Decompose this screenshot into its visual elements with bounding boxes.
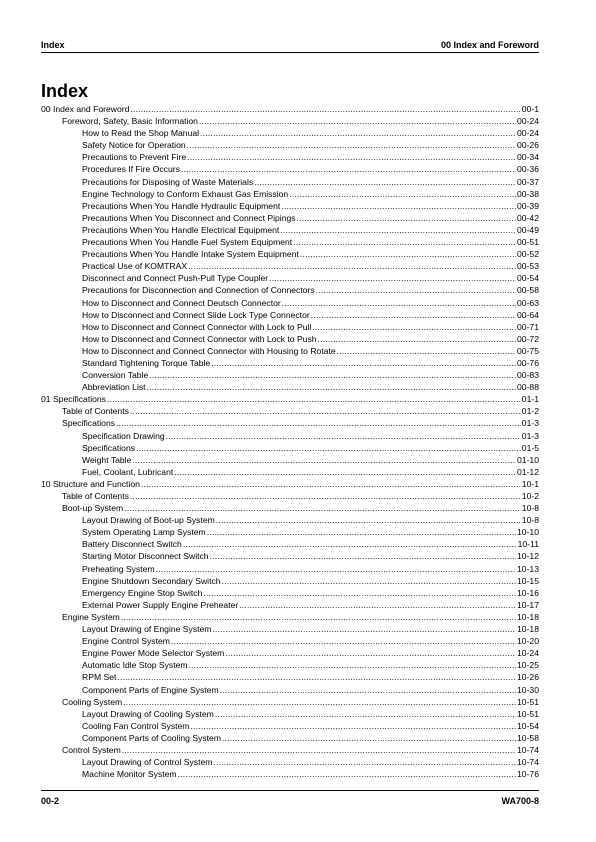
toc-entry-page: 00-26 xyxy=(517,140,539,151)
toc-entry-page: 00-49 xyxy=(517,224,539,235)
toc-entry[interactable] xyxy=(41,756,539,768)
toc-entry-label: Emergency Engine Stop Switch xyxy=(82,587,203,598)
toc-entry-label: Machine Monitor System xyxy=(82,769,177,780)
toc-entry-page: 10-12 xyxy=(517,551,539,562)
toc-entry-page: 00-38 xyxy=(517,188,539,199)
toc-entry-page: 01-1 xyxy=(521,394,539,405)
toc-dot-leader xyxy=(187,139,516,151)
toc-entry-label: Cooling System xyxy=(62,696,123,707)
toc-entry[interactable] xyxy=(41,284,539,296)
toc-dot-leader xyxy=(254,176,516,188)
toc-entry-page: 10-26 xyxy=(517,672,539,683)
toc-entry[interactable] xyxy=(41,647,539,659)
toc-entry-label: Specifications xyxy=(62,418,116,429)
toc-entry[interactable] xyxy=(41,550,539,562)
toc-entry-page: 10-10 xyxy=(517,527,539,538)
toc-dot-leader xyxy=(207,526,516,538)
toc-entry[interactable] xyxy=(41,151,539,163)
toc-entry-page: 10-51 xyxy=(517,708,539,719)
toc-entry-label: Precautions When You Handle Intake System Equipment xyxy=(82,249,299,260)
toc-dot-leader xyxy=(149,369,516,381)
toc-entry-label: Precautions When You Handle Electrical Equipment xyxy=(82,224,280,235)
header-divider xyxy=(41,52,539,53)
toc-entry[interactable] xyxy=(41,478,539,490)
toc-dot-leader xyxy=(311,309,516,321)
toc-dot-leader xyxy=(141,478,521,490)
toc-entry-label: Safety Notice for Operation xyxy=(82,140,186,151)
toc-entry-label: Standard Tightening Torque Table xyxy=(82,357,211,368)
toc-entry-label: Specification Drawing xyxy=(82,430,165,441)
toc-dot-leader xyxy=(123,696,516,708)
toc-dot-leader xyxy=(269,272,516,284)
toc-entry-label: Precautions to Prevent Fire xyxy=(82,152,187,163)
toc-entry-page: 00-52 xyxy=(517,249,539,260)
toc-dot-leader xyxy=(174,466,516,478)
toc-entry-label: Layout Drawing of Control System xyxy=(82,757,213,768)
toc-entry-page: 00-88 xyxy=(517,382,539,393)
toc-entry-page: 00-63 xyxy=(517,297,539,308)
toc-dot-leader xyxy=(225,647,516,659)
toc-entry-page: 10-8 xyxy=(521,503,539,514)
toc-entry[interactable] xyxy=(41,417,539,429)
toc-entry[interactable] xyxy=(41,309,539,321)
page-title: Index xyxy=(41,81,89,101)
toc-dot-leader xyxy=(216,514,521,526)
toc-dot-leader xyxy=(213,756,516,768)
toc-entry-page: 00-76 xyxy=(517,357,539,368)
toc-dot-leader xyxy=(116,417,521,429)
toc-entry-label: Abbreviation List xyxy=(82,382,146,393)
header-section-label: Index xyxy=(41,40,65,50)
toc-entry[interactable] xyxy=(41,708,539,720)
toc-entry-label: Automatic Idle Stop System xyxy=(82,660,188,671)
toc-entry-label: Engine Technology to Conform Exhaust Gas Emission xyxy=(82,188,289,199)
toc-entry-page: 10-1 xyxy=(521,478,539,489)
table-of-contents xyxy=(41,103,539,780)
toc-entry-label: How to Disconnect and Connect Connector with Housing to Rotate xyxy=(82,345,336,356)
toc-entry-page: 10-16 xyxy=(517,587,539,598)
toc-entry-page: 00-54 xyxy=(517,273,539,284)
toc-dot-leader xyxy=(215,708,516,720)
page-footer xyxy=(41,796,539,810)
toc-dot-leader xyxy=(183,538,517,550)
toc-entry[interactable] xyxy=(41,212,539,224)
toc-entry[interactable] xyxy=(41,587,539,599)
toc-entry[interactable] xyxy=(41,357,539,369)
toc-entry[interactable] xyxy=(41,200,539,212)
toc-entry[interactable] xyxy=(41,696,539,708)
toc-entry-label: System Operating Lamp System xyxy=(82,527,206,538)
toc-entry[interactable] xyxy=(41,321,539,333)
toc-dot-leader xyxy=(166,430,521,442)
toc-entry-label: Layout Drawing of Boot-up System xyxy=(82,515,215,526)
toc-entry[interactable] xyxy=(41,297,539,309)
toc-entry-page: 10-18 xyxy=(517,624,539,635)
toc-entry[interactable] xyxy=(41,502,539,514)
toc-entry-page: 10-17 xyxy=(517,599,539,610)
toc-dot-leader xyxy=(121,611,516,623)
toc-entry-page: 10-74 xyxy=(517,757,539,768)
toc-entry-page: 01-3 xyxy=(521,418,539,429)
toc-entry[interactable] xyxy=(41,139,539,151)
toc-entry-page: 10-13 xyxy=(517,563,539,574)
toc-dot-leader xyxy=(187,151,516,163)
toc-entry[interactable] xyxy=(41,526,539,538)
toc-dot-leader xyxy=(210,550,516,562)
toc-entry-label: Control System xyxy=(62,744,121,755)
toc-entry[interactable] xyxy=(41,260,539,272)
toc-entry[interactable] xyxy=(41,623,539,635)
toc-dot-leader xyxy=(171,635,516,647)
toc-entry-label: Starting Motor Disconnect Switch xyxy=(82,551,209,562)
toc-entry-label: Conversion Table xyxy=(82,370,149,381)
toc-dot-leader xyxy=(130,405,521,417)
toc-dot-leader xyxy=(293,236,516,248)
toc-entry[interactable] xyxy=(41,224,539,236)
toc-entry-label: Foreword, Safety, Basic Information xyxy=(62,116,198,127)
toc-dot-leader xyxy=(107,393,521,405)
toc-entry[interactable] xyxy=(41,732,539,744)
toc-entry-label: How to Read the Shop Manual xyxy=(82,128,200,139)
toc-entry-label: Precautions When You Disconnect and Connect Pipings xyxy=(82,212,296,223)
toc-dot-leader xyxy=(316,284,516,296)
header-chapter-title: 00 Index and Foreword xyxy=(440,40,539,50)
toc-entry[interactable] xyxy=(41,333,539,345)
toc-entry[interactable] xyxy=(41,369,539,381)
toc-entry-page: 10-20 xyxy=(517,636,539,647)
toc-entry[interactable] xyxy=(41,490,539,502)
toc-entry-label: Table of Contents xyxy=(62,406,129,417)
toc-entry-page: 10-15 xyxy=(517,575,539,586)
toc-entry[interactable] xyxy=(41,115,539,127)
toc-entry-label: Engine Power Mode Selector System xyxy=(82,648,225,659)
toc-entry-label: Component Parts of Engine System xyxy=(82,684,219,695)
toc-entry-page: 10-51 xyxy=(517,696,539,707)
toc-entry-label: Precautions When You Handle Hydraulic Equipment xyxy=(82,200,281,211)
toc-dot-leader xyxy=(178,768,516,780)
toc-entry[interactable] xyxy=(41,744,539,756)
toc-entry[interactable] xyxy=(41,236,539,248)
toc-entry-page: 00-34 xyxy=(517,152,539,163)
toc-entry-label: RPM Set xyxy=(82,672,117,683)
footer-divider xyxy=(41,790,539,791)
toc-entry-label: Cooling Fan Control System xyxy=(82,720,190,731)
toc-entry-page: 00-42 xyxy=(517,212,539,223)
toc-dot-leader xyxy=(222,732,516,744)
toc-entry[interactable] xyxy=(41,381,539,393)
toc-entry[interactable] xyxy=(41,720,539,732)
toc-entry[interactable] xyxy=(41,514,539,526)
toc-dot-leader xyxy=(280,224,516,236)
toc-entry-label: How to Disconnect and Connect Connector with Lock to Pull xyxy=(82,321,312,332)
toc-entry-label: Table of Contents xyxy=(62,491,129,501)
toc-entry[interactable] xyxy=(41,599,539,611)
toc-entry[interactable] xyxy=(41,466,539,478)
toc-entry-page: 00-39 xyxy=(517,200,539,211)
toc-entry-page: 10-25 xyxy=(517,660,539,671)
toc-entry[interactable] xyxy=(41,768,539,780)
toc-entry[interactable] xyxy=(41,442,539,454)
toc-dot-leader xyxy=(239,599,516,611)
toc-dot-leader xyxy=(200,127,516,139)
toc-entry-page: 10-2 xyxy=(521,491,539,501)
toc-entry[interactable] xyxy=(41,671,539,683)
toc-entry-label: How to Disconnect and Connect Slide Lock Type Connector xyxy=(82,309,310,320)
toc-entry-label: Engine Shutdown Secondary Switch xyxy=(82,575,221,586)
toc-entry-page: 00-83 xyxy=(517,370,539,381)
toc-entry-page: 01-12 xyxy=(517,466,539,477)
toc-entry-label: Layout Drawing of Cooling System xyxy=(82,708,214,719)
toc-entry-page: 00-75 xyxy=(517,345,539,356)
toc-entry-page: 10-74 xyxy=(517,744,539,755)
toc-dot-leader xyxy=(130,103,520,115)
toc-entry-page: 00-72 xyxy=(517,333,539,344)
toc-entry-label: Preheating System xyxy=(82,563,155,574)
toc-dot-leader xyxy=(124,502,521,514)
toc-entry-label: Specifications xyxy=(82,442,136,453)
toc-entry[interactable] xyxy=(41,575,539,587)
toc-dot-leader xyxy=(132,454,516,466)
toc-entry-label: 01 Specifications xyxy=(41,394,106,405)
toc-entry-label: 00 Index and Foreword xyxy=(41,104,130,114)
toc-entry-label: Disconnect and Connect Push-Pull Type Coupler xyxy=(82,273,269,284)
toc-dot-leader xyxy=(147,381,516,393)
toc-entry[interactable] xyxy=(41,538,539,550)
toc-dot-leader xyxy=(289,188,516,200)
toc-entry-page: 10-8 xyxy=(521,515,539,526)
toc-entry-label: External Power Supply Engine Preheater xyxy=(82,599,239,610)
toc-entry-page: 10-30 xyxy=(517,684,539,695)
toc-entry-page: 00-58 xyxy=(517,285,539,296)
toc-dot-leader xyxy=(156,563,516,575)
toc-entry-label: Battery Disconnect Switch xyxy=(82,539,182,550)
page-header xyxy=(41,36,539,50)
toc-entry-label: Precautions When You Handle Fuel System Equipment xyxy=(82,237,293,248)
toc-entry-page: 10-76 xyxy=(517,769,539,780)
toc-dot-leader xyxy=(337,345,516,357)
toc-entry-page: 00-36 xyxy=(517,164,539,175)
toc-dot-leader xyxy=(312,321,516,333)
toc-dot-leader xyxy=(300,248,516,260)
toc-entry[interactable] xyxy=(41,248,539,260)
toc-dot-leader xyxy=(220,684,516,696)
toc-dot-leader xyxy=(318,333,516,345)
toc-entry[interactable] xyxy=(41,345,539,357)
toc-entry-label: Precautions for Disconnection and Connection of Connectors xyxy=(82,285,315,296)
toc-entry[interactable] xyxy=(41,272,539,284)
toc-dot-leader xyxy=(212,623,516,635)
toc-entry[interactable] xyxy=(41,635,539,647)
toc-entry-page: 00-37 xyxy=(517,176,539,187)
toc-dot-leader xyxy=(281,200,516,212)
toc-entry-page: 00-24 xyxy=(517,116,539,127)
toc-entry-label: How to Disconnect and Connect Deutsch Connector xyxy=(82,297,281,308)
toc-entry-page: 10-54 xyxy=(517,720,539,731)
toc-entry-page: 10-18 xyxy=(517,611,539,622)
toc-entry-label: How to Disconnect and Connect Connector with Lock to Push xyxy=(82,333,317,344)
toc-dot-leader xyxy=(188,260,516,272)
toc-entry-page: 00-71 xyxy=(517,321,539,332)
toc-entry-page: 00-1 xyxy=(521,104,539,114)
toc-dot-leader xyxy=(211,357,516,369)
toc-entry[interactable] xyxy=(41,176,539,188)
toc-entry[interactable] xyxy=(41,103,539,115)
toc-entry-page: 00-53 xyxy=(517,261,539,272)
toc-entry-page: 00-24 xyxy=(517,128,539,139)
model-number: WA700-8 xyxy=(501,796,539,806)
toc-entry-label: Boot-up System xyxy=(62,503,124,514)
toc-entry-label: Component Parts of Cooling System xyxy=(82,732,221,743)
toc-entry-page: 10-58 xyxy=(517,732,539,743)
toc-dot-leader xyxy=(190,720,516,732)
toc-entry[interactable] xyxy=(41,684,539,696)
page-number: 00-2 xyxy=(41,796,60,806)
toc-entry[interactable] xyxy=(41,430,539,442)
toc-dot-leader xyxy=(282,297,516,309)
toc-entry-page: 01-10 xyxy=(517,454,539,465)
toc-dot-leader xyxy=(222,575,516,587)
toc-entry-label: Layout Drawing of Engine System xyxy=(82,624,212,635)
toc-entry-page: 10-24 xyxy=(517,648,539,659)
toc-entry-label: 10 Structure and Function xyxy=(41,478,140,489)
toc-entry-page: 01-5 xyxy=(521,442,539,453)
toc-entry-label: Engine System xyxy=(62,611,120,622)
toc-entry[interactable] xyxy=(41,563,539,575)
toc-entry[interactable] xyxy=(41,127,539,139)
toc-entry[interactable] xyxy=(41,188,539,200)
toc-entry-label: Precautions for Disposing of Waste Materials xyxy=(82,176,254,187)
toc-dot-leader xyxy=(117,671,516,683)
toc-entry[interactable] xyxy=(41,393,539,405)
toc-entry-label: Fuel, Coolant, Lubricant xyxy=(82,466,174,477)
toc-dot-leader xyxy=(297,212,516,224)
toc-entry-page: 00-51 xyxy=(517,237,539,248)
toc-entry[interactable] xyxy=(41,454,539,466)
toc-entry-page: 00-64 xyxy=(517,309,539,320)
toc-entry-label: Practical Use of KOMTRAX xyxy=(82,261,188,272)
toc-entry-page: 01-2 xyxy=(521,406,539,417)
toc-entry[interactable] xyxy=(41,659,539,671)
toc-entry[interactable] xyxy=(41,405,539,417)
toc-dot-leader xyxy=(122,744,516,756)
toc-entry[interactable] xyxy=(41,163,539,175)
toc-dot-leader xyxy=(181,163,516,175)
toc-dot-leader xyxy=(189,659,516,671)
toc-entry-label: Procedures If Fire Occurs xyxy=(82,164,180,175)
toc-dot-leader xyxy=(199,115,516,127)
toc-entry-label: Engine Control System xyxy=(82,636,170,647)
toc-entry[interactable] xyxy=(41,611,539,623)
toc-entry-page: 10-11 xyxy=(517,539,539,550)
toc-dot-leader xyxy=(136,442,521,454)
toc-dot-leader xyxy=(130,490,521,502)
toc-dot-leader xyxy=(203,587,516,599)
toc-entry-label: Weight Table xyxy=(82,454,132,465)
toc-entry-page: 01-3 xyxy=(521,430,539,441)
